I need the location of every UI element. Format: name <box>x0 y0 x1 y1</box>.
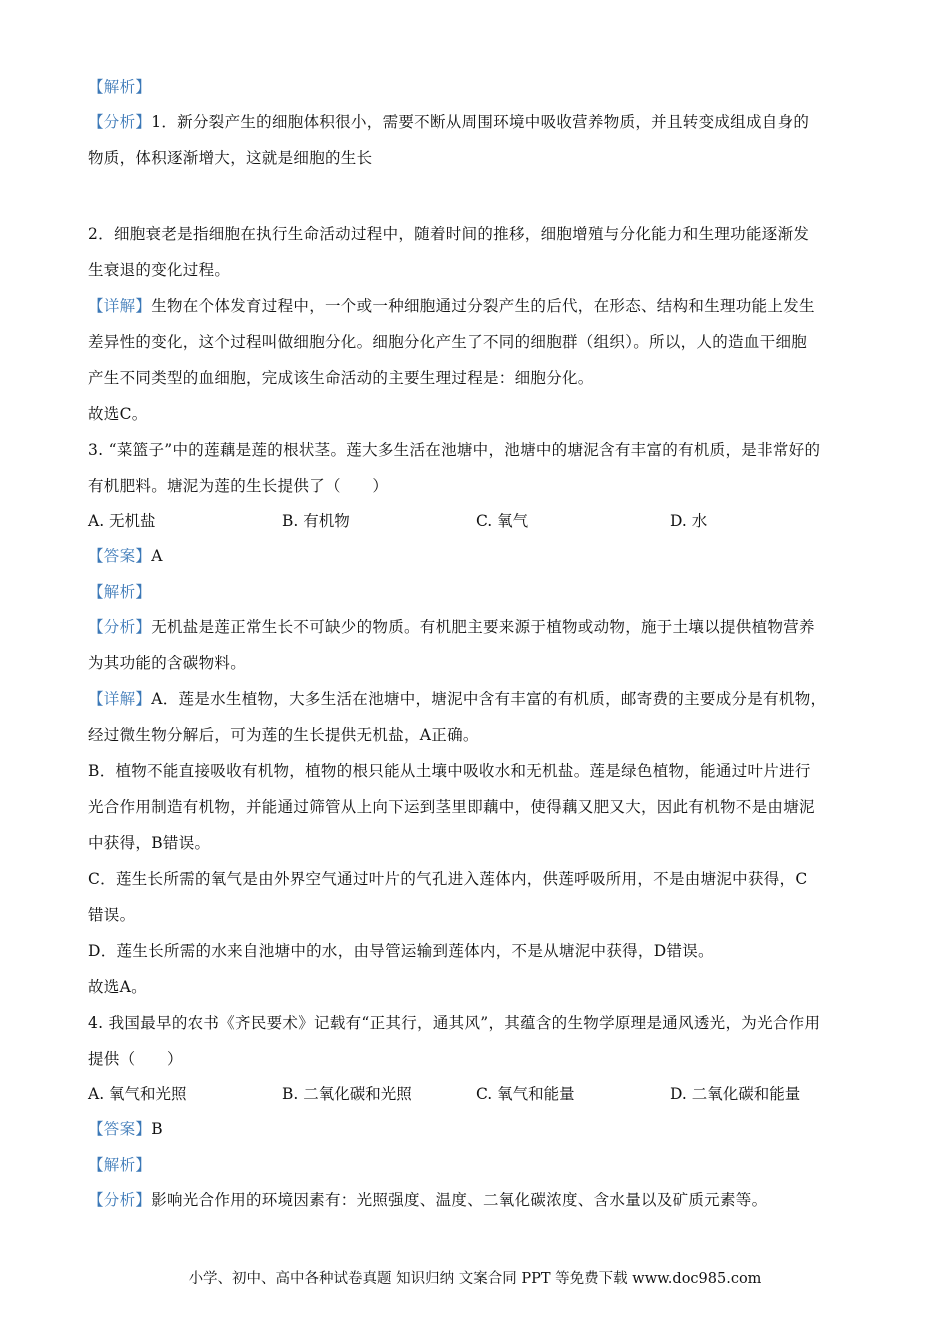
line-4: 2．细胞衰老是指细胞在执行生命活动过程中，随着时间的推移，细胞增殖与分化能力和生理功能逐渐发 <box>88 225 810 243</box>
section-tag: 【答案】 <box>88 1120 152 1138</box>
section-tag: 【解析】 <box>88 78 152 96</box>
option-b: B. 二氧化碳和光照 <box>282 1085 412 1103</box>
answer-line <box>88 1119 163 1139</box>
line-2 <box>88 112 809 132</box>
line-16: 为其功能的含碳物料。 <box>88 654 247 672</box>
answer-value: B <box>151 1120 163 1138</box>
question-3-stem: 3. “菜篮子”中的莲藕是莲的根状茎。莲大多生活在池塘中，池塘中的塘泥含有丰富的有机质，是非常好的 <box>88 441 821 459</box>
line-14 <box>88 582 151 602</box>
line-18: 经过微生物分解后，可为莲的生长提供无机盐，A正确。 <box>88 726 479 744</box>
section-tag: 【分析】 <box>88 618 152 636</box>
line-23: 错误。 <box>88 906 136 924</box>
line-6 <box>88 296 815 316</box>
section-tag: 【详解】 <box>88 690 152 708</box>
line-9: 故选C。 <box>88 405 148 423</box>
section-tag: 【答案】 <box>88 547 152 565</box>
line-19: B．植物不能直接吸收有机物，植物的根只能从土壤中吸收水和无机盐。莲是绿色植物，能通过叶片进行 <box>88 762 811 780</box>
section-tag: 【详解】 <box>88 297 152 315</box>
paragraph-text: 影响光合作用的环境因素有：光照强度、温度、二氧化碳浓度、含水量以及矿质元素等。 <box>151 1191 768 1209</box>
line-3: 物质，体积逐渐增大，这就是细胞的生长 <box>88 149 373 167</box>
line-5: 生衰退的变化过程。 <box>88 261 231 279</box>
section-tag: 【解析】 <box>88 583 152 601</box>
option-b: B. 有机物 <box>282 512 350 530</box>
option-d: D. 水 <box>670 512 708 530</box>
line-17 <box>88 689 826 709</box>
line-15 <box>88 617 815 637</box>
line-25: 故选A。 <box>88 978 147 996</box>
section-tag: 【分析】 <box>88 113 152 131</box>
question-3-stem-cont: 有机肥料。塘泥为莲的生长提供了（ ） <box>88 477 389 495</box>
answer-line <box>88 546 163 566</box>
option-a: A. 无机盐 <box>88 512 156 530</box>
section-tag: 【解析】 <box>88 1156 152 1174</box>
paragraph-text: A．莲是水生植物，大多生活在池塘中，塘泥中含有丰富的有机质，邮寄费的主要成分是有机物， <box>151 690 827 708</box>
line-22: C．莲生长所需的氧气是由外界空气通过叶片的气孔进入莲体内，供莲呼吸所用，不是由塘泥中获得，C <box>88 870 808 888</box>
page-footer: 小学、初中、高中各种试卷真题 知识归纳 文案合同 PPT 等免费下载 www.doc985.com <box>188 1271 762 1287</box>
paragraph-text: 无机盐是莲正常生长不可缺少的物质。有机肥主要来源于植物或动物，施于土壤以提供植物营养 <box>151 618 815 636</box>
option-c: C. 氧气 <box>476 512 529 530</box>
question-4-stem-cont: 提供（ ） <box>88 1050 183 1068</box>
answer-value: A <box>151 547 163 565</box>
line-1 <box>88 77 151 97</box>
line-21: 中获得，B错误。 <box>88 834 211 852</box>
option-c: C. 氧气和能量 <box>476 1085 575 1103</box>
line-20: 光合作用制造有机物，并能通过筛管从上向下运到茎里即藕中，使得藕又肥又大，因此有机物不是由塘泥 <box>88 798 815 816</box>
line-8: 产生不同类型的血细胞，完成该生命活动的主要生理过程是：细胞分化。 <box>88 369 594 387</box>
section-tag: 【分析】 <box>88 1191 152 1209</box>
option-d: D. 二氧化碳和能量 <box>670 1085 801 1103</box>
option-a: A. 氧气和光照 <box>88 1085 187 1103</box>
line-31 <box>88 1190 767 1210</box>
line-30 <box>88 1155 151 1175</box>
question-4-stem: 4. 我国最早的农书《齐民要术》记载有“正其行，通其风”，其蕴含的生物学原理是通风透光，为光合作用 <box>88 1014 821 1032</box>
line-24: D．莲生长所需的水来自池塘中的水，由导管运输到莲体内，不是从塘泥中获得，D错误。 <box>88 942 714 960</box>
line-7: 差异性的变化，这个过程叫做细胞分化。细胞分化产生了不同的细胞群（组织）。所以，人的造血干细胞 <box>88 333 808 351</box>
paragraph-text: 1．新分裂产生的细胞体积很小，需要不断从周围环境中吸收营养物质，并且转变成组成自身的 <box>151 113 810 131</box>
paragraph-text: 生物在个体发育过程中，一个或一种细胞通过分裂产生的后代，在形态、结构和生理功能上发生 <box>151 297 815 315</box>
